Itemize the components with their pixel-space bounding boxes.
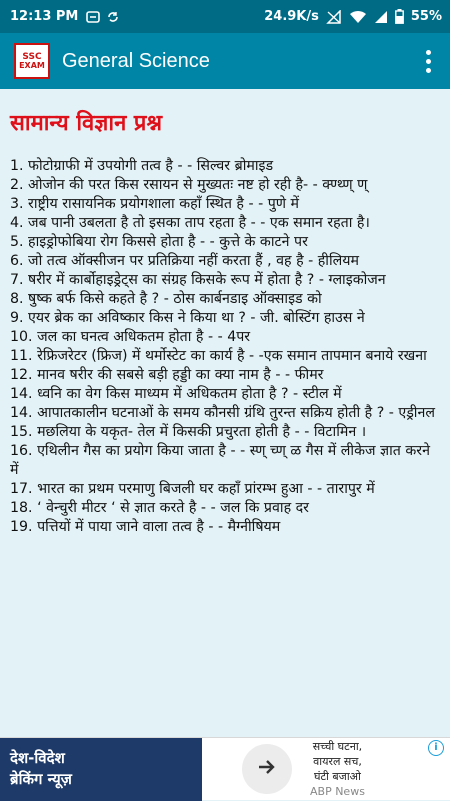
question-item: 7. षरीर में कार्बोहाइड्रेट्स का संग्रह किसके रूप में होता है ? - ग्लाइकोजन	[10, 272, 386, 288]
question-item: 18. ‘ वेन्चुरी मीटर ‘ से ज्ञात करते है - - जल कि प्रवाह दर	[10, 500, 309, 516]
page-title: सामान्य विज्ञान प्रश्न	[10, 111, 163, 136]
net-speed: 24.9K/s	[264, 9, 319, 24]
ad-left-line1: देश-विदेश	[10, 749, 65, 767]
logo-line-exam: EXAM	[19, 60, 45, 70]
ad-right-line3: घंटी बजाओ	[314, 770, 361, 783]
ad-left-line2: ब्रेकिंग न्यूज़	[10, 770, 72, 788]
question-item: 12. मानव षरीर की सबसे बड़ी हड्डी का क्या नाम है - - फीमर	[10, 367, 324, 383]
question-item: 16. एथिलीन गैस का प्रयोग किया जाता है - - स्ण् च्ण् ळ गैस में लीकेज ज्ञात करने में	[10, 443, 430, 478]
status-bar	[0, 0, 450, 33]
ad-left-panel[interactable]	[0, 738, 202, 801]
app-bar	[0, 33, 450, 89]
question-item: 1. फोटोग्राफी में उपयोगी तत्व है - - सिल्वर ब्रोमाइड	[10, 158, 274, 174]
battery-percent: 55%	[410, 9, 442, 24]
notification-icon	[86, 10, 100, 24]
app-title: General Science	[62, 49, 210, 72]
signal-off-icon	[326, 10, 342, 24]
question-item: 17. भारत का प्रथम परमाणु बिजली घर कहाँ प्रांरम्भ हुआ - - तारापुर में	[10, 481, 375, 497]
ad-banner[interactable]	[0, 737, 450, 800]
question-item: 14. आपातकालीन घटनाओं के समय कौनसी ग्रंथि तुरन्त सक्रिय होती है ? - एड्रीनल	[10, 405, 435, 421]
ad-arrow-button[interactable]	[242, 744, 292, 794]
status-time: 12:13 PM	[10, 9, 79, 24]
question-item: 9. एयर ब्रेक का अविष्कार किस ने किया था ? - जी. बोस्टिंग हाउस ने	[10, 310, 365, 326]
ad-right-line1: सच्ची घटना,	[312, 740, 363, 753]
question-item: 11. रेफ्रिजरेटर (फ्रिज) में थर्मोस्टेट का कार्य है - -एक समान तापमान बनाये रखना	[10, 348, 427, 364]
question-item: 2. ओजोन की परत किस रसायन से मुख्यतः नष्ट हो रही है- - क्ण्थ्ण् ण्	[10, 177, 368, 193]
question-item: 15. मछलिया के यकृत- तेल में किसकी प्रचुरता होती है - - विटामिन ।	[10, 424, 367, 440]
wifi-icon	[349, 10, 367, 24]
question-list	[10, 157, 442, 537]
ad-right-text[interactable]	[310, 739, 365, 799]
status-right	[264, 9, 442, 24]
question-item: 10. जल का घनत्व अधिकतम होता है - - 4पर	[10, 329, 251, 345]
question-item: 6. जो तत्व ऑक्सीजन पर प्रतिक्रिया नहीं करता हैं , वह है - हीलियम	[10, 253, 359, 269]
overflow-menu-icon[interactable]	[416, 41, 440, 81]
question-item: 14. ध्वनि का वेग किस माध्यम में अधिकतम होता है ? - स्टील में	[10, 386, 342, 402]
app-logo	[14, 43, 50, 79]
status-left-icons	[86, 10, 120, 24]
question-item: 4. जब पानी उबलता है तो इसका ताप रहता है - - एक समान रहता है।	[10, 215, 370, 231]
question-item: 3. राष्ट्रीय रासायनिक प्रयोगशाला कहाँ स्थित है - - पुणे में	[10, 196, 300, 212]
arrow-right-icon	[258, 759, 276, 779]
logo-line-ssc: SSC	[22, 51, 42, 62]
ad-brand: ABP News	[310, 785, 365, 798]
sync-icon	[106, 10, 120, 24]
sim-signal-icon	[374, 10, 388, 24]
content-scroll-area[interactable]	[0, 89, 450, 737]
battery-icon	[395, 9, 404, 24]
question-item: 8. षुष्क बर्फ किसे कहते है ? - ठोस कार्बनडाइ ऑक्साइड को	[10, 291, 322, 307]
question-item: 5. हाइड्रोफोबिया रोग किससे होता है - - कुत्ते के काटने पर	[10, 234, 308, 250]
question-item: 19. पत्तियों में पाया जाने वाला तत्व है - - मैग्नीषियम	[10, 519, 281, 535]
ad-right-line2: वायरल सच,	[313, 755, 362, 768]
info-icon[interactable]: i	[428, 740, 444, 756]
